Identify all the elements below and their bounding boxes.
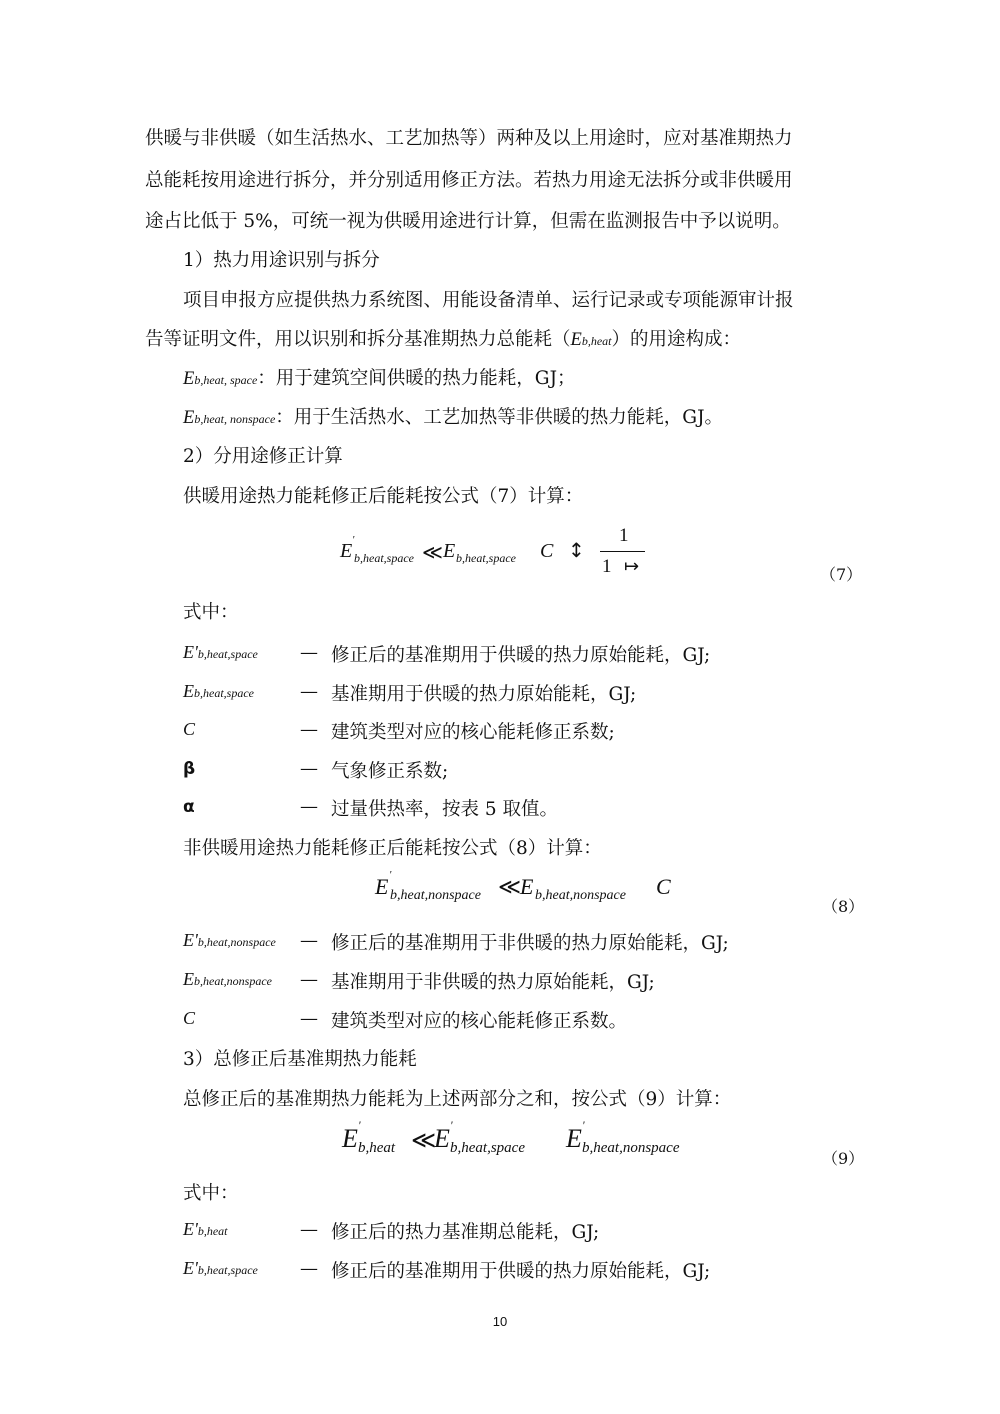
definition-line (183, 366, 576, 393)
prime-mark: ' (358, 1118, 361, 1132)
subscript: b,heat,nonspace (582, 1140, 680, 1156)
symbol: C (183, 1008, 196, 1028)
em-dash: — (300, 642, 318, 663)
symbol-e: E (183, 369, 195, 389)
symbol: α (183, 797, 195, 817)
subscript: b,heat,space (197, 1263, 258, 1277)
subscript: b,heat, space (194, 373, 258, 387)
em-dash: — (300, 681, 318, 702)
symbol-e: E (342, 1124, 358, 1153)
subscript: b,heat,space (354, 551, 414, 565)
much-less-symbol: ≪ (422, 542, 443, 564)
paragraph-line: 途占比低于 5%，可统一视为供暖用途进行计算，但需在监测报告中予以说明。 (145, 211, 791, 232)
em-dash: — (300, 930, 318, 951)
subscript: b,heat,nonspace (194, 974, 272, 988)
definition-text: 修正后的基准期用于供暖的热力原始能耗，GJ; (331, 1261, 711, 1282)
em-dash: — (300, 969, 318, 990)
section-heading: 2）分用途修正计算 (183, 446, 343, 467)
subscript: b,heat (358, 1140, 396, 1156)
updown-arrow-icon: ↕ (568, 538, 585, 562)
much-less-symbol: ≪ (411, 1128, 437, 1154)
subscript: b,heat,space (456, 551, 516, 565)
definition-symbol (183, 642, 258, 663)
text: ：用于建筑空间供暖的热力能耗，GJ； (257, 368, 576, 389)
definition-line (183, 405, 723, 432)
fraction-numerator: 1 (619, 525, 629, 546)
symbol-e: E (434, 1124, 450, 1153)
where-label: 式中： (183, 1183, 239, 1204)
text: ：用于生活热水、工艺加热等非供暖的热力能耗，GJ。 (275, 407, 723, 428)
symbol-c: C (656, 874, 671, 899)
subscript: b,heat,nonspace (535, 888, 626, 903)
symbol-e: E (520, 874, 534, 899)
symbol: E (183, 681, 194, 701)
symbol-c: C (540, 540, 554, 562)
definition-symbol (183, 969, 272, 990)
em-dash: — (300, 1258, 318, 1279)
symbol-e: E (340, 540, 353, 562)
definition-symbol (183, 758, 195, 779)
em-dash: — (300, 1219, 318, 1240)
definition-symbol (183, 681, 254, 702)
definition-symbol (183, 1258, 258, 1279)
equation-number: （8） (822, 897, 865, 916)
symbol-e: E (183, 408, 195, 428)
definition-text: 基准期用于供暖的热力原始能耗，GJ; (331, 684, 637, 705)
prime-mark: ' (352, 534, 355, 546)
symbol: β (183, 759, 196, 779)
definition-symbol (183, 1219, 228, 1240)
subscript: b,heat (197, 1224, 228, 1238)
paragraph-line: 非供暖用途热力能耗修正后能耗按公式（8）计算： (183, 838, 602, 859)
text: 告等证明文件，用以识别和拆分基准期热力总能耗（ (145, 329, 571, 350)
definition-symbol (183, 719, 195, 740)
paragraph-line: 总能耗按用途进行拆分，并分别适用修正方法。若热力用途无法拆分或非供暖用 (145, 170, 793, 191)
equation-8 (0, 868, 1000, 918)
symbol-e: E (566, 1124, 582, 1153)
symbol-e: E (375, 874, 389, 899)
definition-text: 建筑类型对应的核心能耗修正系数。 (331, 1011, 628, 1032)
equation-9 (0, 1118, 1000, 1174)
symbol: E' (183, 642, 198, 662)
subscript: b,heat,space (450, 1140, 525, 1156)
em-dash: — (300, 758, 318, 779)
equation-number: （7） (820, 565, 863, 584)
subscript: b,heat,space (194, 686, 254, 700)
definition-text: 过量供热率，按表 5 取值。 (331, 799, 559, 820)
definition-symbol (183, 1008, 195, 1029)
em-dash: — (300, 719, 318, 740)
definition-symbol (183, 930, 276, 951)
equation-number: （9） (822, 1149, 865, 1168)
symbol: E' (183, 930, 198, 950)
definition-text: 修正后的基准期用于非供暖的热力原始能耗，GJ; (331, 933, 729, 954)
symbol: C (183, 719, 196, 739)
much-less-symbol: ≪ (498, 874, 522, 899)
subscript: b,heat (581, 334, 612, 348)
section-heading: 1）热力用途识别与拆分 (183, 250, 380, 271)
text: ）的用途构成： (611, 329, 742, 350)
section-heading: 3）总修正后基准期热力能耗 (183, 1049, 417, 1070)
definition-text: 建筑类型对应的核心能耗修正系数; (331, 722, 615, 743)
subscript: b,heat,space (197, 647, 258, 661)
paragraph-line: 总修正后的基准期热力能耗为上述两部分之和，按公式（9）计算： (183, 1089, 732, 1110)
symbol-e: E (443, 540, 456, 562)
em-dash: — (300, 1008, 318, 1029)
prime-mark: ' (582, 1118, 585, 1132)
subscript: b,heat,nonspace (197, 935, 276, 949)
page-number: 10 (492, 1314, 508, 1329)
paragraph-line: 供暖与非供暖（如生活热水、工艺加热等）两种及以上用途时，应对基准期热力 (145, 128, 793, 149)
mapsto-arrow-icon: ↦ (624, 556, 640, 577)
definition-text: 基准期用于非供暖的热力原始能耗，GJ; (331, 972, 655, 993)
subscript: b,heat,nonspace (390, 888, 481, 903)
paragraph-line: 项目申报方应提供热力系统图、用能设备清单、运行记录或专项能源审计报 (183, 290, 794, 311)
definition-text: 修正后的基准期用于供暖的热力原始能耗，GJ; (331, 645, 711, 666)
symbol: E' (183, 1258, 198, 1278)
symbol: E (183, 969, 194, 989)
symbol-e: E (570, 330, 582, 350)
paragraph-line (145, 327, 741, 354)
subscript: b,heat, nonspace (194, 412, 276, 426)
where-label: 式中： (183, 602, 239, 623)
definition-text: 气象修正系数; (331, 761, 449, 782)
equation-7 (0, 520, 1000, 590)
prime-mark: ' (389, 869, 392, 881)
definition-symbol (183, 796, 195, 817)
em-dash: — (300, 796, 318, 817)
paragraph-line: 供暖用途热力能耗修正后能耗按公式（7）计算： (183, 486, 584, 507)
definition-text: 修正后的热力基准期总能耗，GJ; (331, 1222, 600, 1243)
symbol: E' (183, 1219, 198, 1239)
fraction-bar (600, 551, 645, 552)
prime-mark: ' (450, 1118, 453, 1132)
fraction-denominator: 1 (602, 556, 612, 577)
